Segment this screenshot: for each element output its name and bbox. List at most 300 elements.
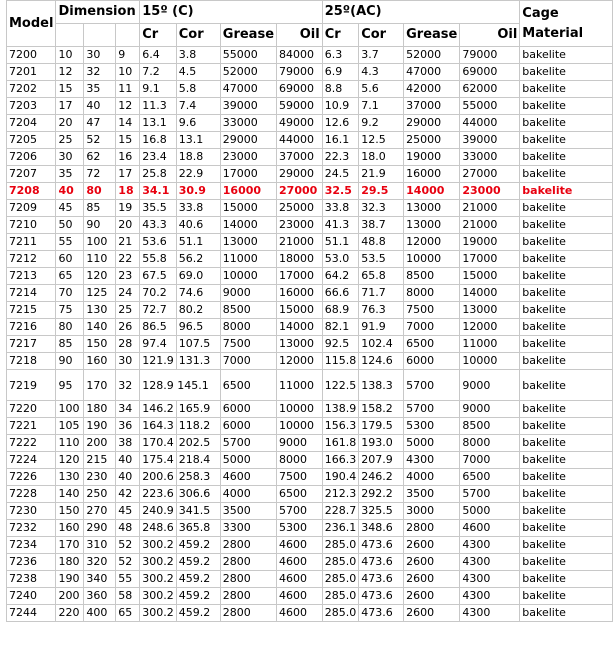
cell-grease-25: 14000 <box>404 183 460 200</box>
cell-cor-25: 124.6 <box>359 353 404 370</box>
cell-cor-15: 459.2 <box>176 605 220 622</box>
cell-cor-25: 102.4 <box>359 336 404 353</box>
cell-dim-D: 47 <box>84 115 116 132</box>
cell-grease-25: 2600 <box>404 554 460 571</box>
cell-dim-D: 90 <box>84 217 116 234</box>
cell-cage-material: bakelite <box>520 571 613 588</box>
cell-cage-material: bakelite <box>520 452 613 469</box>
cell-dim-B: 58 <box>116 588 140 605</box>
cell-grease-15: 3500 <box>220 503 276 520</box>
cell-dim-D: 100 <box>84 234 116 251</box>
cell-cage-material: bakelite <box>520 605 613 622</box>
cell-oil-25: 4300 <box>460 605 520 622</box>
cell-dim-D: 190 <box>84 418 116 435</box>
table-row <box>7 64 613 81</box>
table-row <box>7 217 613 234</box>
table-row <box>7 435 613 452</box>
cell-grease-25: 29000 <box>404 115 460 132</box>
cell-grease-15: 17000 <box>220 166 276 183</box>
cell-cage-material: bakelite <box>520 469 613 486</box>
cell-model: 7207 <box>7 166 56 183</box>
cell-cr-15: 300.2 <box>140 554 177 571</box>
cell-dim-B: 32 <box>116 370 140 401</box>
cell-grease-25: 7000 <box>404 319 460 336</box>
cell-cage-material: bakelite <box>520 234 613 251</box>
cell-cage-material: bakelite <box>520 64 613 81</box>
cell-grease-25: 5700 <box>404 370 460 401</box>
cell-dim-d: 20 <box>56 115 84 132</box>
cell-cage-material: bakelite <box>520 435 613 452</box>
cell-cr-15: 170.4 <box>140 435 177 452</box>
cell-grease-25: 4300 <box>404 452 460 469</box>
cell-cr-15: 248.6 <box>140 520 177 537</box>
cell-dim-d: 12 <box>56 64 84 81</box>
header-dim-B <box>116 24 140 47</box>
cell-cr-15: 86.5 <box>140 319 177 336</box>
cell-grease-15: 6000 <box>220 418 276 435</box>
cell-dim-B: 11 <box>116 81 140 98</box>
cell-cor-25: 473.6 <box>359 537 404 554</box>
cell-grease-25: 6000 <box>404 353 460 370</box>
cell-cor-15: 56.2 <box>176 251 220 268</box>
cell-oil-25: 8500 <box>460 418 520 435</box>
cell-cr-15: 97.4 <box>140 336 177 353</box>
cell-cor-15: 30.9 <box>176 183 220 200</box>
cell-oil-25: 27000 <box>460 166 520 183</box>
cell-model: 7222 <box>7 435 56 452</box>
cell-dim-D: 52 <box>84 132 116 149</box>
cell-oil-25: 12000 <box>460 319 520 336</box>
cell-grease-25: 7500 <box>404 302 460 319</box>
cell-grease-15: 4000 <box>220 486 276 503</box>
header-cor-25: Cor <box>359 24 404 47</box>
cell-model: 7238 <box>7 571 56 588</box>
cell-model: 7226 <box>7 469 56 486</box>
cell-grease-15: 9000 <box>220 285 276 302</box>
cell-dim-D: 170 <box>84 370 116 401</box>
cell-grease-15: 29000 <box>220 132 276 149</box>
table-row <box>7 251 613 268</box>
cell-dim-d: 45 <box>56 200 84 217</box>
cell-oil-15: 23000 <box>277 217 323 234</box>
cell-oil-25: 9000 <box>460 401 520 418</box>
cell-cor-15: 22.9 <box>176 166 220 183</box>
cell-cor-25: 246.2 <box>359 469 404 486</box>
cell-cor-25: 38.7 <box>359 217 404 234</box>
cell-oil-15: 18000 <box>277 251 323 268</box>
cell-model: 7200 <box>7 47 56 64</box>
cell-dim-D: 72 <box>84 166 116 183</box>
cell-model: 7206 <box>7 149 56 166</box>
cell-oil-25: 14000 <box>460 285 520 302</box>
cell-grease-25: 3500 <box>404 486 460 503</box>
cell-cage-material: bakelite <box>520 503 613 520</box>
cell-cr-25: 285.0 <box>322 537 359 554</box>
table-row <box>7 486 613 503</box>
cell-dim-B: 15 <box>116 132 140 149</box>
cell-model: 7212 <box>7 251 56 268</box>
cell-cor-15: 258.3 <box>176 469 220 486</box>
cell-oil-25: 21000 <box>460 200 520 217</box>
cell-grease-15: 6000 <box>220 401 276 418</box>
cell-oil-25: 5700 <box>460 486 520 503</box>
cell-oil-15: 8000 <box>277 452 323 469</box>
cell-oil-25: 19000 <box>460 234 520 251</box>
header-cr-15: Cr <box>140 24 177 47</box>
cell-cr-15: 13.1 <box>140 115 177 132</box>
cell-dim-B: 55 <box>116 571 140 588</box>
cell-oil-15: 49000 <box>277 115 323 132</box>
cell-dim-B: 30 <box>116 353 140 370</box>
cell-cr-15: 53.6 <box>140 234 177 251</box>
cell-model: 7217 <box>7 336 56 353</box>
header-dimension: Dimension <box>56 1 140 24</box>
cell-dim-B: 21 <box>116 234 140 251</box>
cell-cor-15: 51.1 <box>176 234 220 251</box>
cell-model: 7211 <box>7 234 56 251</box>
cell-model: 7228 <box>7 486 56 503</box>
cell-oil-25: 9000 <box>460 370 520 401</box>
cell-oil-15: 15000 <box>277 302 323 319</box>
cell-oil-15: 69000 <box>277 81 323 98</box>
cell-oil-25: 13000 <box>460 302 520 319</box>
cell-oil-15: 27000 <box>277 183 323 200</box>
cell-grease-25: 5700 <box>404 401 460 418</box>
table-row <box>7 503 613 520</box>
cell-cor-25: 91.9 <box>359 319 404 336</box>
cell-cr-25: 212.3 <box>322 486 359 503</box>
cell-grease-15: 23000 <box>220 149 276 166</box>
cell-grease-25: 13000 <box>404 200 460 217</box>
cell-dim-d: 90 <box>56 353 84 370</box>
table-row <box>7 132 613 149</box>
cell-model: 7240 <box>7 588 56 605</box>
cell-cor-15: 4.5 <box>176 64 220 81</box>
cell-oil-15: 6500 <box>277 486 323 503</box>
cell-cor-15: 459.2 <box>176 537 220 554</box>
cell-oil-25: 15000 <box>460 268 520 285</box>
cell-cor-25: 7.1 <box>359 98 404 115</box>
cell-grease-15: 2800 <box>220 571 276 588</box>
cell-dim-B: 48 <box>116 520 140 537</box>
cell-cor-25: 207.9 <box>359 452 404 469</box>
cell-model: 7218 <box>7 353 56 370</box>
cell-oil-25: 11000 <box>460 336 520 353</box>
cell-grease-15: 7500 <box>220 336 276 353</box>
cell-grease-15: 15000 <box>220 200 276 217</box>
cell-grease-15: 55000 <box>220 47 276 64</box>
cell-cor-15: 165.9 <box>176 401 220 418</box>
cell-model: 7215 <box>7 302 56 319</box>
cell-model: 7202 <box>7 81 56 98</box>
cell-oil-25: 23000 <box>460 183 520 200</box>
cell-cage-material: bakelite <box>520 183 613 200</box>
cell-dim-d: 150 <box>56 503 84 520</box>
cell-cor-25: 138.3 <box>359 370 404 401</box>
cell-cor-25: 158.2 <box>359 401 404 418</box>
cell-oil-25: 21000 <box>460 217 520 234</box>
cell-oil-25: 4600 <box>460 520 520 537</box>
cell-oil-15: 84000 <box>277 47 323 64</box>
cell-dim-D: 230 <box>84 469 116 486</box>
cell-cage-material: bakelite <box>520 132 613 149</box>
cell-model: 7224 <box>7 452 56 469</box>
cell-dim-d: 70 <box>56 285 84 302</box>
cell-grease-15: 7000 <box>220 353 276 370</box>
cell-cr-25: 68.9 <box>322 302 359 319</box>
header-model: Model <box>7 1 56 47</box>
cell-cr-15: 223.6 <box>140 486 177 503</box>
cell-oil-25: 4300 <box>460 554 520 571</box>
cell-dim-D: 160 <box>84 353 116 370</box>
cell-dim-d: 15 <box>56 81 84 98</box>
cell-cor-15: 3.8 <box>176 47 220 64</box>
cell-dim-D: 32 <box>84 64 116 81</box>
cell-oil-15: 4600 <box>277 537 323 554</box>
cell-dim-d: 120 <box>56 452 84 469</box>
cell-grease-15: 2800 <box>220 605 276 622</box>
cell-cr-25: 190.4 <box>322 469 359 486</box>
cell-dim-d: 190 <box>56 571 84 588</box>
cell-cor-15: 80.2 <box>176 302 220 319</box>
cell-grease-25: 2800 <box>404 520 460 537</box>
cell-cr-25: 228.7 <box>322 503 359 520</box>
table-row <box>7 47 613 64</box>
cell-oil-25: 8000 <box>460 435 520 452</box>
table-row <box>7 588 613 605</box>
cell-cr-25: 24.5 <box>322 166 359 183</box>
cell-oil-15: 16000 <box>277 285 323 302</box>
cell-cage-material: bakelite <box>520 486 613 503</box>
cell-dim-D: 270 <box>84 503 116 520</box>
cell-cr-15: 175.4 <box>140 452 177 469</box>
cell-cor-15: 5.8 <box>176 81 220 98</box>
cell-grease-15: 11000 <box>220 251 276 268</box>
cell-dim-B: 14 <box>116 115 140 132</box>
cell-dim-B: 16 <box>116 149 140 166</box>
table-row <box>7 336 613 353</box>
cell-dim-B: 26 <box>116 319 140 336</box>
table-row <box>7 469 613 486</box>
cell-cor-25: 473.6 <box>359 554 404 571</box>
cell-dim-B: 25 <box>116 302 140 319</box>
cell-grease-25: 2600 <box>404 605 460 622</box>
cell-cage-material: bakelite <box>520 418 613 435</box>
cell-cor-25: 3.7 <box>359 47 404 64</box>
table-row <box>7 166 613 183</box>
cell-grease-25: 2600 <box>404 571 460 588</box>
table-row <box>7 605 613 622</box>
cell-model: 7216 <box>7 319 56 336</box>
cell-cage-material: bakelite <box>520 268 613 285</box>
table-row <box>7 81 613 98</box>
cell-cr-25: 156.3 <box>322 418 359 435</box>
cell-dim-D: 130 <box>84 302 116 319</box>
header-cr-25: Cr <box>322 24 359 47</box>
cell-grease-15: 6500 <box>220 370 276 401</box>
cell-oil-25: 69000 <box>460 64 520 81</box>
cell-dim-d: 95 <box>56 370 84 401</box>
cell-oil-15: 13000 <box>277 336 323 353</box>
cell-cage-material: bakelite <box>520 554 613 571</box>
cell-cr-15: 16.8 <box>140 132 177 149</box>
cell-cor-15: 459.2 <box>176 571 220 588</box>
cell-grease-25: 12000 <box>404 234 460 251</box>
cell-oil-15: 37000 <box>277 149 323 166</box>
cell-cor-25: 193.0 <box>359 435 404 452</box>
cell-cr-15: 121.9 <box>140 353 177 370</box>
cell-cor-25: 473.6 <box>359 571 404 588</box>
cell-oil-15: 12000 <box>277 353 323 370</box>
cell-cr-15: 34.1 <box>140 183 177 200</box>
cell-dim-d: 35 <box>56 166 84 183</box>
cell-oil-25: 44000 <box>460 115 520 132</box>
cell-dim-D: 200 <box>84 435 116 452</box>
cell-cor-25: 4.3 <box>359 64 404 81</box>
cell-cr-15: 23.4 <box>140 149 177 166</box>
cell-cr-25: 6.3 <box>322 47 359 64</box>
cell-grease-25: 19000 <box>404 149 460 166</box>
cell-cr-25: 166.3 <box>322 452 359 469</box>
cell-cor-25: 348.6 <box>359 520 404 537</box>
cell-dim-D: 360 <box>84 588 116 605</box>
cell-dim-d: 100 <box>56 401 84 418</box>
cell-cor-25: 12.5 <box>359 132 404 149</box>
cell-dim-D: 290 <box>84 520 116 537</box>
cell-grease-25: 5300 <box>404 418 460 435</box>
cell-oil-15: 79000 <box>277 64 323 81</box>
cell-oil-25: 79000 <box>460 47 520 64</box>
cell-cr-15: 200.6 <box>140 469 177 486</box>
cell-cage-material: bakelite <box>520 319 613 336</box>
cell-model: 7221 <box>7 418 56 435</box>
cell-grease-25: 16000 <box>404 166 460 183</box>
header-cor-15: Cor <box>176 24 220 47</box>
cell-cor-25: 325.5 <box>359 503 404 520</box>
cell-oil-15: 4600 <box>277 571 323 588</box>
cell-model: 7219 <box>7 370 56 401</box>
cell-dim-B: 42 <box>116 486 140 503</box>
cell-grease-25: 8000 <box>404 285 460 302</box>
table-row <box>7 234 613 251</box>
cell-oil-15: 5300 <box>277 520 323 537</box>
cell-oil-25: 4300 <box>460 588 520 605</box>
cell-cr-15: 25.8 <box>140 166 177 183</box>
cell-grease-15: 2800 <box>220 588 276 605</box>
cell-grease-15: 2800 <box>220 554 276 571</box>
header-grease-15: Grease <box>220 24 276 47</box>
cell-grease-15: 16000 <box>220 183 276 200</box>
table-row <box>7 571 613 588</box>
cell-dim-d: 40 <box>56 183 84 200</box>
cell-oil-15: 21000 <box>277 234 323 251</box>
cell-cr-15: 11.3 <box>140 98 177 115</box>
header-15deg: 15º (C) <box>140 1 322 24</box>
cell-model: 7210 <box>7 217 56 234</box>
cell-dim-D: 180 <box>84 401 116 418</box>
cell-cr-15: 35.5 <box>140 200 177 217</box>
cell-dim-D: 40 <box>84 98 116 115</box>
cell-grease-25: 25000 <box>404 132 460 149</box>
cell-model: 7220 <box>7 401 56 418</box>
cell-cage-material: bakelite <box>520 401 613 418</box>
cell-cr-25: 12.6 <box>322 115 359 132</box>
cell-dim-D: 140 <box>84 319 116 336</box>
cell-cage-material: bakelite <box>520 149 613 166</box>
cell-dim-B: 9 <box>116 47 140 64</box>
cell-grease-15: 47000 <box>220 81 276 98</box>
table-row <box>7 401 613 418</box>
cell-dim-D: 110 <box>84 251 116 268</box>
cell-grease-25: 4000 <box>404 469 460 486</box>
cell-cage-material: bakelite <box>520 81 613 98</box>
cell-dim-d: 65 <box>56 268 84 285</box>
cell-dim-B: 40 <box>116 452 140 469</box>
header-25deg: 25º(AC) <box>322 1 520 24</box>
cell-oil-15: 10000 <box>277 401 323 418</box>
header-oil-15: Oil <box>277 24 323 47</box>
cell-cor-15: 74.6 <box>176 285 220 302</box>
cell-dim-B: 28 <box>116 336 140 353</box>
cell-cage-material: bakelite <box>520 353 613 370</box>
cell-cor-15: 13.1 <box>176 132 220 149</box>
cell-cor-15: 118.2 <box>176 418 220 435</box>
cell-grease-15: 52000 <box>220 64 276 81</box>
cell-cor-25: 21.9 <box>359 166 404 183</box>
cell-cr-25: 64.2 <box>322 268 359 285</box>
cell-model: 7232 <box>7 520 56 537</box>
cell-cr-15: 72.7 <box>140 302 177 319</box>
cell-grease-15: 5700 <box>220 435 276 452</box>
cell-dim-d: 10 <box>56 47 84 64</box>
cell-oil-15: 25000 <box>277 200 323 217</box>
cell-cr-25: 53.0 <box>322 251 359 268</box>
cell-dim-B: 40 <box>116 469 140 486</box>
cell-cr-25: 138.9 <box>322 401 359 418</box>
cell-grease-25: 2600 <box>404 588 460 605</box>
cell-grease-25: 52000 <box>404 47 460 64</box>
table-row <box>7 183 613 200</box>
cell-cage-material: bakelite <box>520 302 613 319</box>
cell-grease-25: 5000 <box>404 435 460 452</box>
cell-grease-15: 8000 <box>220 319 276 336</box>
cell-cr-15: 240.9 <box>140 503 177 520</box>
cell-cor-15: 18.8 <box>176 149 220 166</box>
cell-cor-15: 96.5 <box>176 319 220 336</box>
cell-cage-material: bakelite <box>520 217 613 234</box>
cell-cr-25: 285.0 <box>322 571 359 588</box>
cell-cr-15: 67.5 <box>140 268 177 285</box>
cell-dim-D: 215 <box>84 452 116 469</box>
cell-cr-15: 146.2 <box>140 401 177 418</box>
cell-dim-B: 34 <box>116 401 140 418</box>
cell-cor-15: 40.6 <box>176 217 220 234</box>
cell-oil-15: 5700 <box>277 503 323 520</box>
table-row <box>7 98 613 115</box>
cell-oil-15: 10000 <box>277 418 323 435</box>
cell-model: 7201 <box>7 64 56 81</box>
header-dim-D <box>84 24 116 47</box>
cell-dim-D: 35 <box>84 81 116 98</box>
cell-dim-d: 55 <box>56 234 84 251</box>
cell-dim-B: 65 <box>116 605 140 622</box>
cell-cage-material: bakelite <box>520 336 613 353</box>
cell-cr-15: 6.4 <box>140 47 177 64</box>
table-row <box>7 452 613 469</box>
cell-dim-d: 160 <box>56 520 84 537</box>
cell-dim-d: 110 <box>56 435 84 452</box>
table-row <box>7 370 613 401</box>
